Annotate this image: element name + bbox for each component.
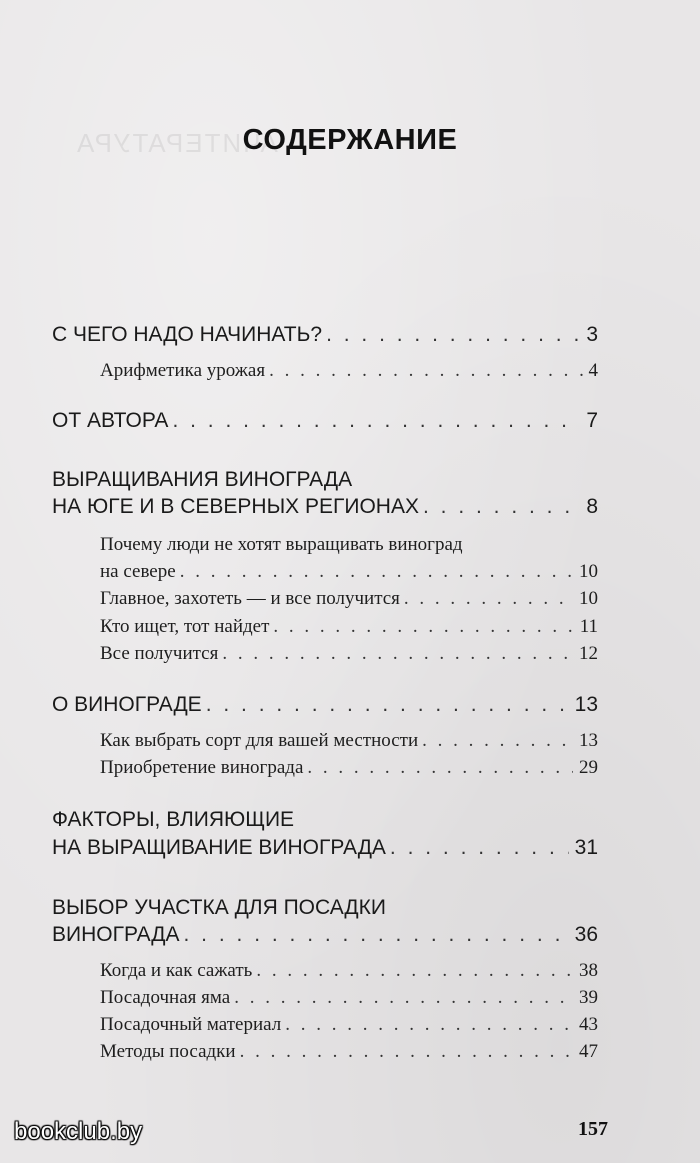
leader-dots [206, 693, 569, 717]
page-title: СОДЕРЖАНИЕ [242, 124, 458, 156]
toc-entry-label: Арифметика урожая [100, 360, 266, 381]
leader-dots [307, 757, 573, 779]
toc-subentry[interactable] [100, 561, 598, 583]
bleed-through-text: АЧИТЕРАТУРА [75, 128, 278, 158]
toc-entry-page: 31 [574, 836, 598, 859]
toc-entry-page: 39 [579, 987, 598, 1008]
toc-entry-page: 4 [588, 360, 598, 381]
toc-entry[interactable] [52, 923, 598, 947]
toc-entry-label: Как выбрать сорт для вашей местности [100, 730, 419, 751]
leader-dots [240, 1041, 573, 1063]
toc-entry-page: 36 [574, 923, 598, 946]
toc-entry-page: 3 [586, 323, 598, 346]
toc-entry-page: 7 [586, 409, 598, 432]
toc-entry-label: на севере [100, 561, 176, 582]
toc-entry-label: ВИНОГРАДА [52, 923, 180, 946]
leader-dots [423, 495, 580, 519]
toc-entry-label: Приобретение винограда [100, 757, 304, 778]
leader-dots [172, 409, 580, 433]
leader-dots [256, 960, 573, 982]
leader-dots [269, 360, 582, 382]
site-watermark: bookclub.by [14, 1118, 143, 1145]
toc-entry-label: Главное, захотеть — и все получится [100, 588, 400, 609]
toc-entry-line: ФАКТОРЫ, ВЛИЯЮЩИЕ [52, 808, 295, 831]
toc-entry-label: ОТ АВТОРА [52, 409, 169, 432]
toc-entry-page: 29 [579, 757, 598, 778]
leader-dots [234, 987, 573, 1009]
toc-entry-label: Все получится [100, 643, 219, 664]
toc-subentry[interactable] [100, 1014, 598, 1036]
toc-entry-label: Посадочный материал [100, 1014, 282, 1035]
toc-entry-page: 8 [586, 495, 598, 518]
toc-subentry[interactable] [100, 1041, 598, 1063]
toc-entry-page: 43 [579, 1014, 598, 1035]
toc-entry-page: 47 [579, 1041, 598, 1062]
toc-entry-page: 13 [579, 730, 598, 751]
toc-entry[interactable] [52, 409, 598, 433]
leader-dots [273, 616, 573, 638]
toc-entry-label: Кто ищет, тот найдет [100, 616, 270, 637]
leader-dots [390, 836, 569, 860]
toc-entry-label: НА ЮГЕ И В СЕВЕРНЫХ РЕГИОНАХ [52, 495, 419, 518]
leader-dots [404, 588, 573, 610]
toc-entry-line: ВЫБОР УЧАСТКА ДЛЯ ПОСАДКИ [52, 896, 386, 919]
toc-subentry[interactable] [100, 616, 598, 638]
toc-subentry[interactable] [100, 643, 598, 665]
toc-entry-page: 11 [579, 616, 598, 637]
toc-entry-line: ВЫРАЩИВАНИЯ ВИНОГРАДА [52, 468, 353, 491]
toc-entry-label: Методы посадки [100, 1041, 236, 1062]
toc-subentry[interactable] [100, 987, 598, 1009]
toc-entry[interactable] [52, 693, 598, 717]
toc-subentry[interactable] [100, 360, 598, 382]
toc-entry-label: Посадочная яма [100, 987, 231, 1008]
page-number: 157 [578, 1118, 608, 1140]
leader-dots [422, 730, 573, 752]
toc-subentry-line: Почему люди не хотят выращивать виноград [100, 534, 463, 555]
toc-entry-page: 13 [574, 693, 598, 716]
toc-entry-page: 38 [579, 960, 598, 981]
toc-subentry[interactable] [100, 730, 598, 752]
toc-entry[interactable] [52, 836, 598, 860]
toc-subentry[interactable] [100, 757, 598, 779]
toc-entry-page: 12 [579, 643, 598, 664]
leader-dots [285, 1014, 573, 1036]
leader-dots [184, 923, 569, 947]
toc-subentry[interactable] [100, 960, 598, 982]
toc-entry[interactable] [52, 323, 598, 347]
toc-entry-page: 10 [579, 561, 598, 582]
toc-entry-label: О ВИНОГРАДЕ [52, 693, 202, 716]
toc-entry-label: НА ВЫРАЩИВАНИЕ ВИНОГРАДА [52, 836, 386, 859]
toc-entry[interactable] [52, 495, 598, 519]
toc-subentry[interactable] [100, 588, 598, 610]
leader-dots [326, 323, 580, 347]
leader-dots [222, 643, 573, 665]
toc-entry-page: 10 [579, 588, 598, 609]
toc-entry-label: С ЧЕГО НАДО НАЧИНАТЬ? [52, 323, 323, 346]
toc-entry-label: Когда и как сажать [100, 960, 253, 981]
leader-dots [180, 561, 573, 583]
